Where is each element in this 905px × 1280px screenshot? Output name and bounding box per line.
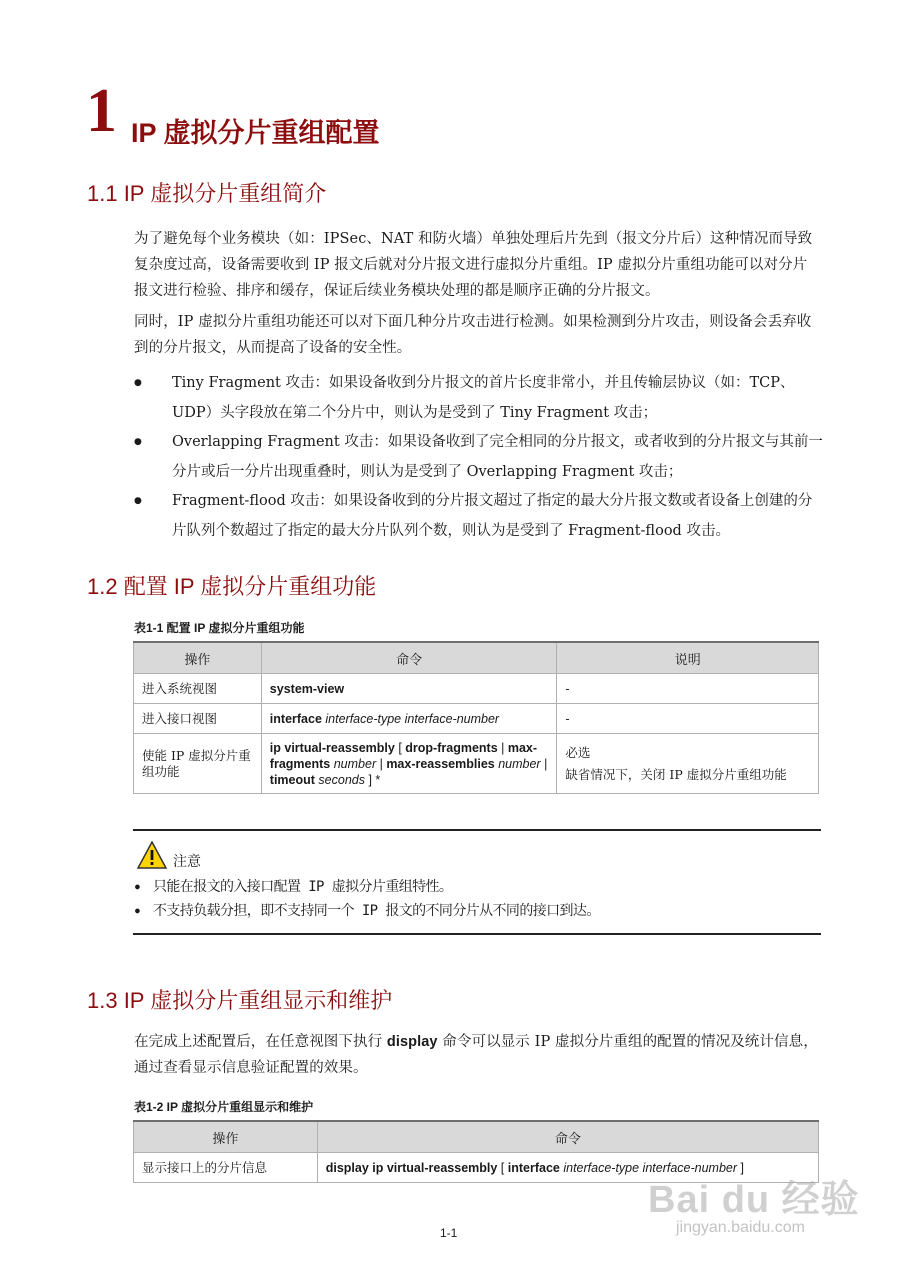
notice-box [133,829,821,935]
note-cell: - [557,704,819,734]
cmd-argument: interface-type interface-number [325,711,500,726]
cmd-text: ] [737,1160,744,1175]
cmd-text: [ [497,1160,508,1175]
column-header: 命令 [261,642,557,674]
watermark-url: jingyan.baidu.com [676,1219,805,1236]
text: 命令可以显示 IP 虚拟分片重组的配置的情况及统计信息，通过查看显示信息验证配置的效果。 [134,1034,818,1076]
list-item: ● 只能在报文的入接口配置 IP 虚拟分片重组特性。 [135,875,600,899]
watermark-logo: Bai du 经验 [648,1179,860,1221]
note-cell: - [557,674,819,704]
cmd-keyword: timeout [269,772,315,787]
op-cell: 使能 IP 虚拟分片重组功能 [134,734,262,794]
config-table [133,641,819,794]
table-header-row [134,1121,819,1153]
op-cell: 显示接口上的分片信息 [134,1153,318,1183]
cmd-text: [ [394,740,406,755]
cmd-argument: number [498,756,541,771]
note-cell [557,734,819,794]
warning-icon [137,841,167,869]
note-default: 缺省情况下，关闭 IP 虚拟分片重组功能 [565,766,787,782]
table-row [134,674,819,704]
text: 在完成上述配置后，在任意视图下执行 [134,1034,387,1050]
cmd-text: | [497,740,508,755]
cmd-keyword: max-fragments [269,740,538,771]
cmd-argument: seconds [318,772,365,787]
column-header: 操作 [134,1121,318,1153]
cmd-argument: interface-type interface-number [563,1160,738,1175]
list-item: ● Tiny Fragment 攻击：如果设备收到分片报文的首片长度非常小，并且传输层协议（如：TCP、UDP）头字段放在第二个分片中，则认为是受到了 Tiny Fragment 攻击； [134,369,824,428]
display-keyword: display [386,1034,438,1050]
cmd-argument: number [333,756,377,771]
column-header: 说明 [557,642,819,674]
list-item: ● 不支持负载分担，即不支持同一个 IP 报文的不同分片从不同的接口到达。 [135,899,600,923]
cmd-keyword: system-view [269,681,345,696]
cmd-keyword: display ip virtual-reassembly [325,1160,498,1175]
paragraph-attack-detection: 同时，IP 虚拟分片重组功能还可以对下面几种分片攻击进行检测。如果检测到分片攻击，则设备会丢弃收到的分片报文，从而提高了设备的安全性。 [134,314,812,356]
section-heading-1-1: 1.1 IP 虚拟分片重组简介 [87,181,327,206]
section-heading-1-2: 1.2 配置 IP 虚拟分片重组功能 [87,574,377,599]
table-row [134,704,819,734]
cmd-cell [261,704,557,734]
page-number: 1-1 [440,1226,458,1240]
cmd-cell [261,674,557,704]
list-item: ● Overlapping Fragment 攻击：如果设备收到了完全相同的分片报文，或者收到的分片报文与其前一分片或后一分片出现重叠时，则认为是受到了 Overlapping Fragment 攻击； [134,428,824,487]
cmd-text: | [540,756,548,771]
table-row [134,734,819,794]
paragraph-intro: 为了避免每个业务模块（如：IPSec、NAT 和防火墙）单独处理后片先到（报文分片后）这种情况而导致复杂度过高，设备需要收到 IP 报文后就对分片报文进行虚拟分片重组。IP 虚拟分片重组功能可以对分片报文进行检验、排序和缓存，保证后续业务模块处理的都是顺序正确的分片报文。 [134,231,813,299]
cmd-cell [261,734,557,794]
table-caption-1: 表1-1 配置 IP 虚拟分片重组功能 [134,621,305,635]
section-heading-1-3: 1.3 IP 虚拟分片重组显示和维护 [87,988,393,1013]
cmd-keyword: max-reassemblies [386,756,495,771]
cmd-keyword: interface [507,1160,560,1175]
table-header-row [134,642,819,674]
table-caption-2: 表1-2 IP 虚拟分片重组显示和维护 [134,1100,314,1114]
cmd-keyword: ip virtual-reassembly [269,740,395,755]
op-cell: 进入接口视图 [134,704,262,734]
cmd-keyword: drop-fragments [405,740,498,755]
note-required: 必选 [565,744,591,760]
column-header: 操作 [134,642,262,674]
column-header: 命令 [317,1121,818,1153]
attack-list [134,369,824,546]
cmd-text: ] * [364,772,381,787]
cmd-keyword: interface [269,711,322,726]
cmd-text: | [376,756,387,771]
list-item: ● Fragment-flood 攻击：如果设备收到的分片报文超过了指定的最大分片报文数或者设备上创建的分片队列个数超过了指定的最大分片队列个数，则认为是受到了 Fragment-flood 攻击。 [134,487,824,546]
op-cell: 进入系统视图 [134,674,262,704]
notice-list [135,875,600,923]
notice-title: 注意 [173,854,201,870]
chapter-title: IP 虚拟分片重组配置 [131,118,380,148]
paragraph-display [134,1029,820,1081]
chapter-number: 1 [86,77,117,145]
